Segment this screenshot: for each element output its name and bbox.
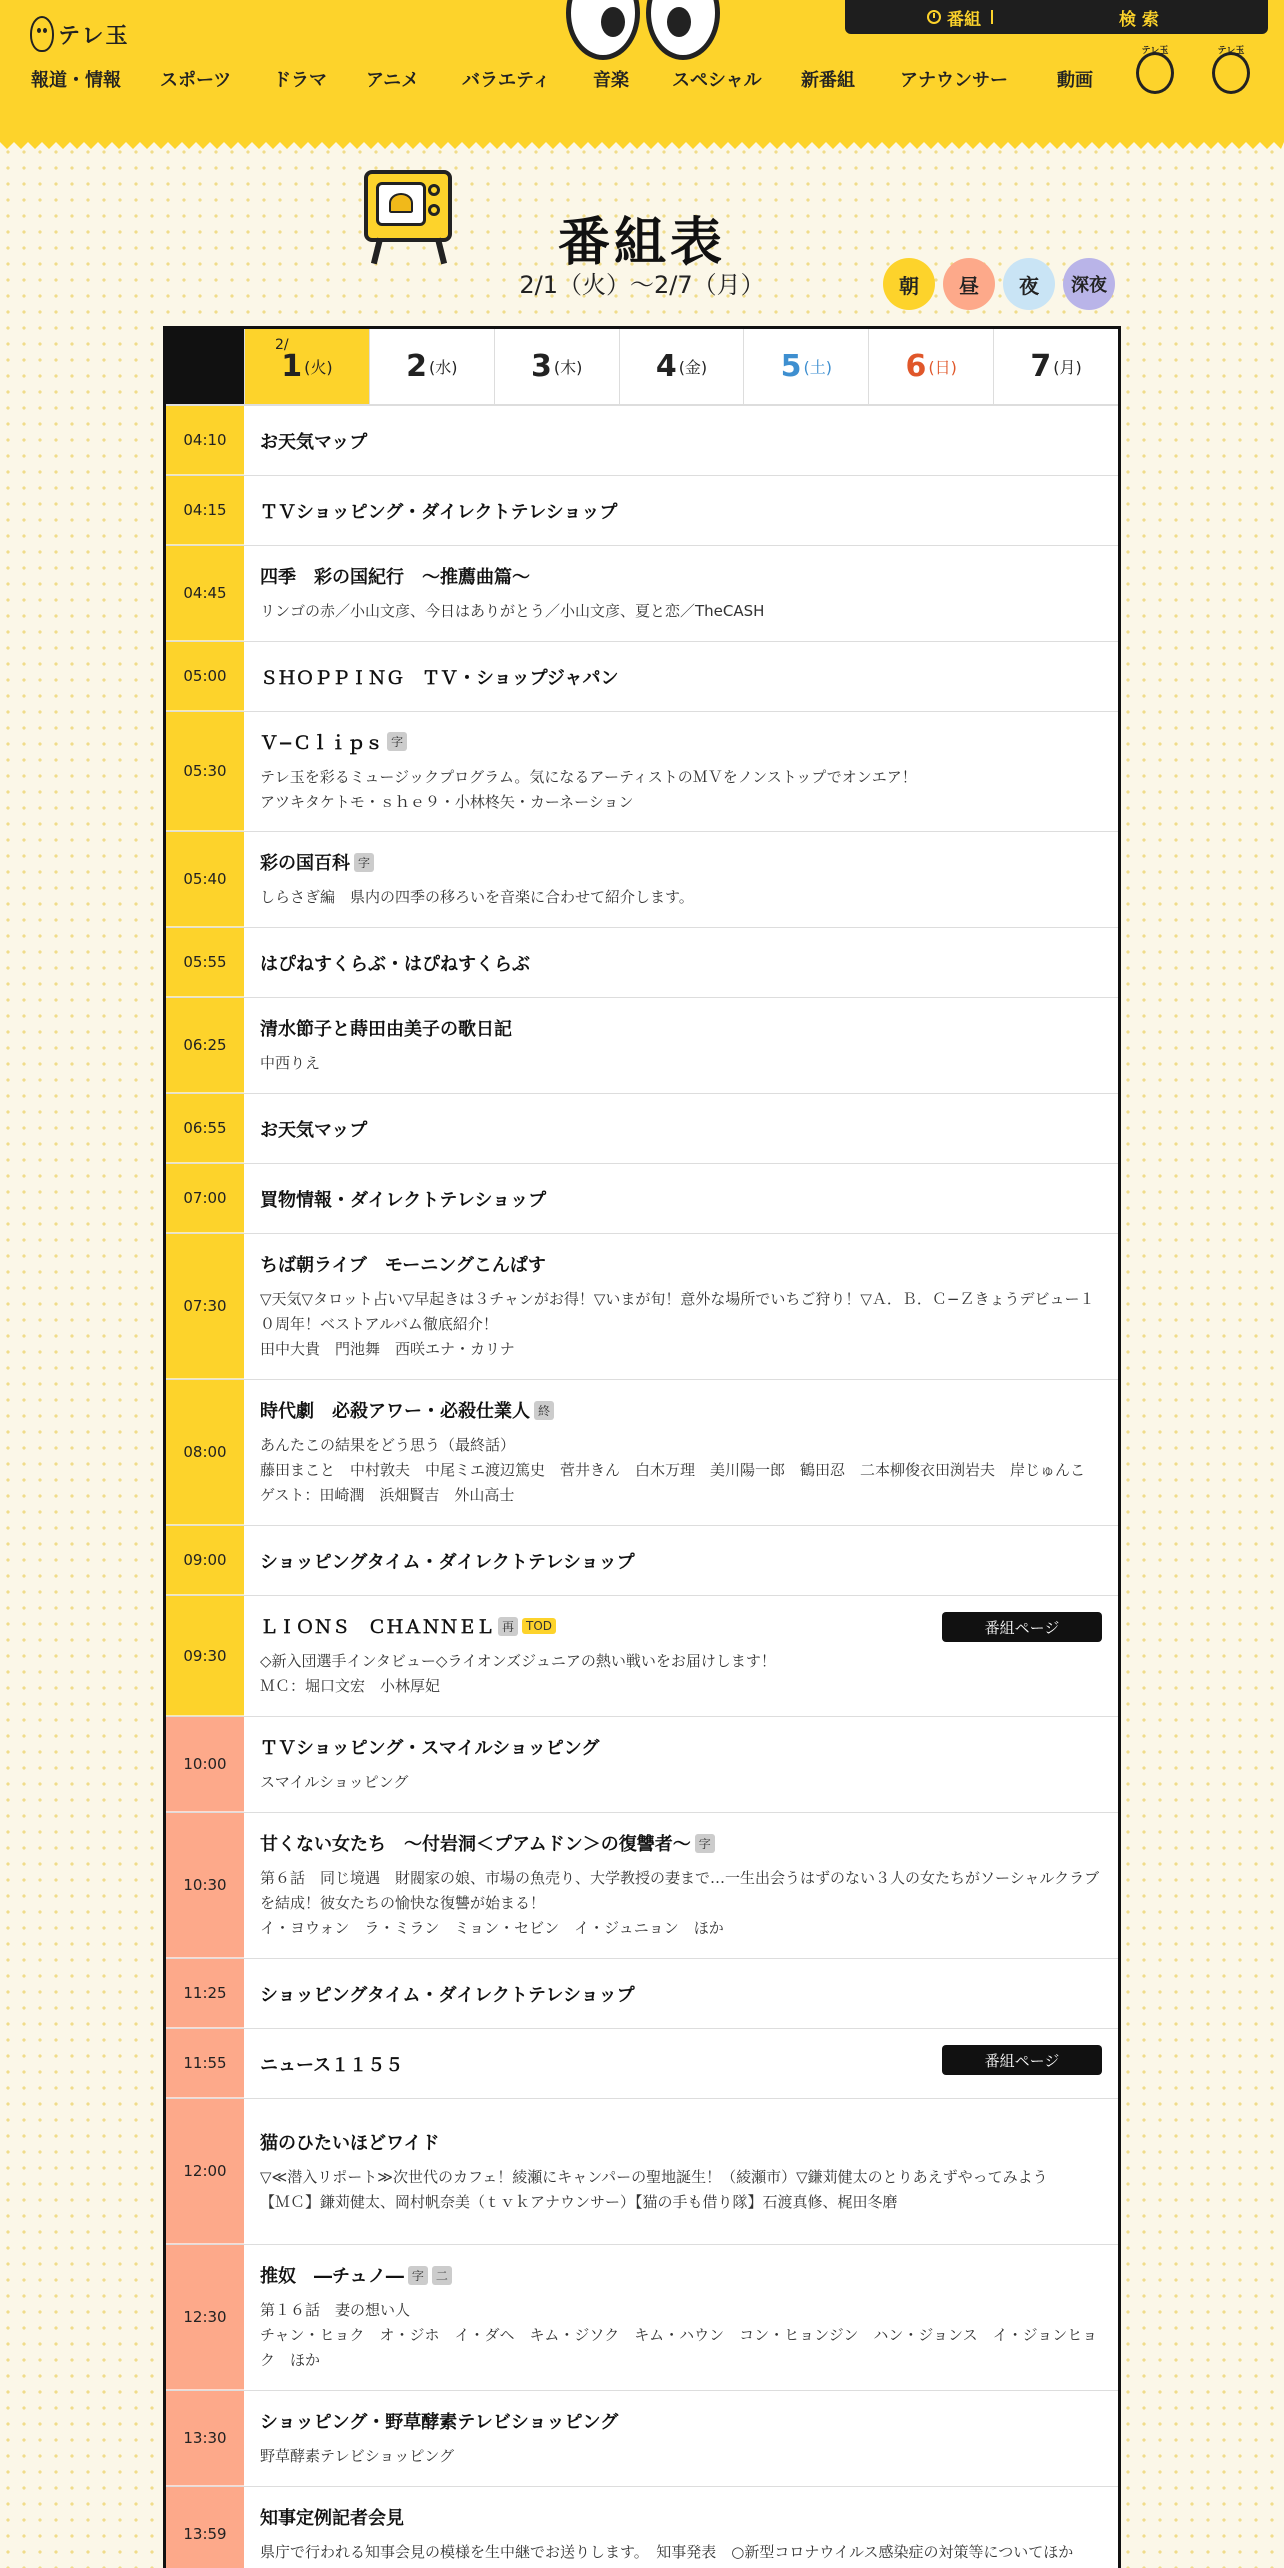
program-title-line[interactable] xyxy=(260,2504,1102,2530)
clock-icon xyxy=(927,10,941,24)
program-description: 第６話 同じ境遇 財閥家の娘、市場の魚売り、大学教授の妻まで…一生出会うはずのない３人の女たちがソーシャルクラブを結成！彼女たちの愉快な復讐が始まる！ イ・ヨウォン ラ・ミラン ミョン・セビン イ・ジュニョン ほか xyxy=(260,1869,1100,1937)
program-page-button[interactable]: 番組ページ xyxy=(942,1612,1102,1642)
program-time: 06:25 xyxy=(166,998,244,1093)
program-description: あんたこの結果をどう思う（最終話） 藤田まこと 中村敦夫 中尾ミエ渡辺篤史 菅井きん 白木万理 美川陽一郎 鶴田忍 二本柳俊衣田渕岩夫 岸じゅんこ ゲスト：田崎潤 浜畑賢吉 外山高士 xyxy=(260,1436,1086,1504)
day-tab[interactable]: 2 (水) xyxy=(369,329,494,404)
nav-video[interactable]: 動画 xyxy=(1057,70,1093,91)
program-cell xyxy=(244,1234,1118,1379)
day-tab[interactable]: 5 (土) xyxy=(743,329,868,404)
program-time: 09:30 xyxy=(166,1596,244,1716)
program-cell xyxy=(244,1717,1118,1812)
late-night-button[interactable]: 深夜 xyxy=(1063,258,1115,310)
program-description: しらさぎ編 県内の四季の移ろいを音楽に合わせて紹介します。 xyxy=(260,888,694,906)
program-title-line[interactable] xyxy=(260,1830,1102,1856)
night-button[interactable]: 夜 xyxy=(1003,258,1055,310)
nav-special[interactable]: スペシャル xyxy=(672,70,762,91)
morning-button[interactable]: 朝 xyxy=(883,258,935,310)
program-cell xyxy=(244,476,1118,545)
program-badge: TOD xyxy=(522,1618,556,1634)
program-description: ◇新入団選手インタビュー◇ライオンズジュニアの熱い戦いをお届けします！ ＭＣ：堀口文宏 小林厚妃 xyxy=(260,1652,776,1695)
program-row[interactable] xyxy=(166,712,1118,832)
program-description: 第１６話 妻の想い人 チャン・ヒョク オ・ジホ イ・ダヘ キム・ジソク キム・ハウン コン・ヒョンジン ハン・ジョンス イ・ジョンヒョク ほか xyxy=(260,2301,1098,2369)
program-cell xyxy=(244,928,1118,997)
mascot-eyes-icon xyxy=(566,0,726,66)
program-title: 買物情報・ダイレクトテレショップ xyxy=(260,1189,547,1211)
program-cell xyxy=(244,2487,1118,2568)
program-description: 中西りえ xyxy=(260,1054,321,1072)
program-title-line[interactable] xyxy=(260,2408,1102,2434)
program-time: 05:40 xyxy=(166,832,244,927)
program-title: 知事定例記者会見 xyxy=(260,2508,404,2529)
program-row[interactable] xyxy=(166,2391,1118,2487)
program-time: 04:15 xyxy=(166,476,244,545)
program-title: 清水節子と蒔田由美子の歌日記 xyxy=(260,1019,512,1040)
program-title: ちば朝ライブ モーニングこんぱす xyxy=(260,1255,546,1276)
program-time: 12:30 xyxy=(166,2245,244,2390)
program-time: 04:45 xyxy=(166,546,244,641)
program-cell xyxy=(244,1380,1118,1525)
page-title: 番組表 xyxy=(557,213,726,273)
program-title: 時代劇 必殺アワー・必殺仕業人 xyxy=(260,1401,530,1422)
program-time: 05:30 xyxy=(166,712,244,831)
program-title-line[interactable] xyxy=(260,2262,1102,2288)
program-cell xyxy=(244,2245,1118,2390)
nav-sports[interactable]: スポーツ xyxy=(160,70,232,91)
header-zigzag-border xyxy=(0,136,1284,150)
program-row[interactable] xyxy=(166,1959,1118,2029)
nav-music[interactable]: 音楽 xyxy=(593,70,629,91)
mascot-icon xyxy=(30,16,54,52)
program-row[interactable] xyxy=(166,2487,1118,2568)
program-row[interactable] xyxy=(166,1717,1118,1813)
program-time: 11:25 xyxy=(166,1959,244,2028)
program-title: 彩の国百科 xyxy=(260,853,350,874)
program-cell xyxy=(244,1813,1118,1958)
program-cell xyxy=(244,1526,1118,1595)
program-title-line[interactable] xyxy=(260,1116,1102,1142)
logo-text: テレ玉 xyxy=(58,23,130,49)
program-time: 05:00 xyxy=(166,642,244,711)
program-cell xyxy=(244,406,1118,475)
program-time: 10:30 xyxy=(166,1813,244,1958)
nav-news[interactable]: 報道・情報 xyxy=(31,70,121,91)
program-title: ＬＩＯＮＳ ＣＨＡＮＮＥＬ xyxy=(260,1617,494,1638)
program-description: ▽≪潜入リポート≫次世代のカフェ！綾瀬にキャンパーの聖地誕生！（綾瀬市）▽鎌苅健太のとりあえずやってみよう 【ＭＣ】鎌苅健太、岡村帆奈美（ｔｖｋアナウンサー）【猫の手も借り隊】石渡真修、梶田冬磨 xyxy=(260,2167,1048,2211)
program-title-line[interactable] xyxy=(260,1981,1102,2007)
program-description: リンゴの赤／小山文彦、今日はありがとう／小山文彦、夏と恋／TheCASH xyxy=(260,602,765,620)
program-time: 04:10 xyxy=(166,406,244,475)
program-description: テレ玉を彩るミュージックプログラム。気になるアーティストのＭＶをノンストップでオンエア！ アツキタケトモ・ｓｈｅ９・小林柊矢・カーネーション xyxy=(260,767,917,811)
daytime-button[interactable]: 昼 xyxy=(943,258,995,310)
program-cell xyxy=(244,712,1118,831)
date-range: 2/1（火）〜2/7（月） xyxy=(519,271,765,299)
program-row[interactable] xyxy=(166,406,1118,476)
program-time: 07:30 xyxy=(166,1234,244,1379)
program-row[interactable] xyxy=(166,476,1118,546)
nav-announcers[interactable]: アナウンサー xyxy=(900,70,1008,91)
program-list xyxy=(166,406,1118,2568)
time-of-day-buttons xyxy=(883,258,1115,310)
program-page-button[interactable]: 番組ページ xyxy=(942,2045,1102,2075)
program-time: 06:55 xyxy=(166,1094,244,1163)
program-description: ▽天気▽タロット占い▽早起きは３チャンがお得！▽いまが旬！意外な場所でいちご狩り！▽Ａ．Ｂ．Ｃ−Ｚきょうデビュー１０周年！ベストアルバム徹底紹介！ 田中大貴 門池舞 西咲エナ・カリナ xyxy=(260,1290,1095,1358)
program-cell xyxy=(244,832,1118,927)
main-nav xyxy=(0,66,1284,96)
program-title-line[interactable] xyxy=(260,729,1102,755)
program-title: ショッピングタイム・ダイレクトテレショップ xyxy=(260,1551,635,1573)
program-description: スマイルショッピング xyxy=(260,1773,409,1791)
program-title-line[interactable] xyxy=(260,849,1102,875)
program-title: 甘くない女たち 〜付岩洞＜プアムドン＞の復讐者〜 xyxy=(260,1834,691,1855)
program-cell xyxy=(244,1959,1118,2028)
program-badge: 字 xyxy=(695,1834,715,1853)
program-time: 10:00 xyxy=(166,1717,244,1812)
program-row[interactable] xyxy=(166,1234,1118,1380)
program-badge: 終 xyxy=(534,1401,554,1420)
day-tab[interactable]: 4 (金) xyxy=(619,329,744,404)
program-time: 11:55 xyxy=(166,2029,244,2098)
program-title-line[interactable] xyxy=(260,664,1102,690)
program-row[interactable] xyxy=(166,642,1118,712)
program-title: お天気マップ xyxy=(260,1119,368,1141)
program-title: ＳＨＯＰＰＩＮＧ ＴＶ・ショップジャパン xyxy=(260,667,619,689)
program-title-line[interactable] xyxy=(260,1186,1102,1212)
program-title: ＴＶショッピング・スマイルショッピング xyxy=(260,1738,600,1759)
program-cell xyxy=(244,546,1118,641)
program-row[interactable] xyxy=(166,928,1118,998)
program-row[interactable] xyxy=(166,546,1118,642)
nav-variety[interactable]: バラエティ xyxy=(462,70,551,91)
program-cell xyxy=(244,2391,1118,2486)
program-badge: 字 xyxy=(387,732,407,751)
program-cell xyxy=(244,1596,1118,1716)
day-tabs xyxy=(166,329,1118,406)
program-time: 13:59 xyxy=(166,2487,244,2568)
program-time: 09:00 xyxy=(166,1526,244,1595)
program-title: ニュース１１５５ xyxy=(260,2054,404,2076)
program-description: 野草酵素テレビショッピング xyxy=(260,2447,455,2465)
program-cell xyxy=(244,1094,1118,1163)
program-title-line[interactable] xyxy=(260,1251,1102,1277)
program-title: 四季 彩の国紀行 〜推薦曲篇〜 xyxy=(260,567,530,588)
program-row[interactable] xyxy=(166,1094,1118,1164)
day-tab[interactable]: 7 (月) xyxy=(993,329,1118,404)
program-search-link[interactable]: 番組 xyxy=(927,5,993,30)
program-time: 08:00 xyxy=(166,1380,244,1525)
program-description: 県庁で行われる知事会見の模様を生中継でお送りします。 知事発表 ○新型コロナウイルス感染症の対策等についてほか xyxy=(260,2543,1074,2561)
program-title-line[interactable] xyxy=(260,1734,1102,1760)
program-badge: 二 xyxy=(432,2266,452,2285)
program-title-line[interactable] xyxy=(260,2129,1102,2155)
program-title-line[interactable] xyxy=(260,428,1102,454)
program-row[interactable] xyxy=(166,832,1118,928)
program-cell xyxy=(244,2029,1118,2098)
program-title-line[interactable] xyxy=(260,563,1102,589)
program-title: ショッピング・野草酵素テレビショッピング xyxy=(260,2412,619,2433)
program-row[interactable] xyxy=(166,1526,1118,1596)
program-row[interactable] xyxy=(166,2099,1118,2245)
program-title: 推奴 ―チュノ― xyxy=(260,2266,404,2287)
nav-new-programs[interactable]: 新番組 xyxy=(801,70,855,91)
day-tab[interactable]: 3 (木) xyxy=(494,329,619,404)
program-cell xyxy=(244,642,1118,711)
program-time: 13:30 xyxy=(166,2391,244,2486)
program-title-line[interactable] xyxy=(260,950,1102,976)
program-cell xyxy=(244,2099,1118,2244)
nav-drama[interactable]: ドラマ xyxy=(273,70,327,91)
program-cell xyxy=(244,998,1118,1093)
program-title: Ｖ−Ｃｌｉｐｓ xyxy=(260,732,384,754)
program-title: お天気マップ xyxy=(260,431,368,453)
search-button[interactable]: 検 索 xyxy=(1119,9,1159,30)
program-title: 猫のひたいほどワイド xyxy=(260,2132,440,2154)
site-logo[interactable] xyxy=(30,16,130,52)
site-header xyxy=(0,0,1284,136)
program-title: ショッピングタイム・ダイレクトテレショップ xyxy=(260,1984,635,2006)
program-time: 07:00 xyxy=(166,1164,244,1233)
program-title-line[interactable] xyxy=(260,498,1102,524)
mobile-app-icon[interactable]: テレ玉 xyxy=(1212,52,1250,94)
program-time: 12:00 xyxy=(166,2099,244,2244)
program-row[interactable] xyxy=(166,1380,1118,1526)
tamatama-app-icon[interactable]: テレ玉 xyxy=(1136,52,1174,94)
nav-anime[interactable]: アニメ xyxy=(366,70,420,91)
program-row[interactable] xyxy=(166,1813,1118,1959)
day-tab[interactable]: 2/ 1 (火) xyxy=(244,329,369,404)
program-row[interactable] xyxy=(166,2245,1118,2391)
top-bar xyxy=(845,0,1268,34)
program-badge: 再 xyxy=(498,1617,518,1636)
program-row[interactable] xyxy=(166,1596,1118,1717)
program-title-line[interactable] xyxy=(260,1397,1102,1423)
program-title-line[interactable] xyxy=(260,1548,1102,1574)
program-badge: 字 xyxy=(354,853,374,872)
program-row[interactable] xyxy=(166,1164,1118,1234)
schedule-table xyxy=(163,326,1121,2568)
program-title: ＴＶショッピング・ダイレクトテレショップ xyxy=(260,501,618,523)
program-row[interactable] xyxy=(166,2029,1118,2099)
program-title-line[interactable] xyxy=(260,1015,1102,1041)
day-tab[interactable]: 6 (日) xyxy=(868,329,993,404)
program-cell xyxy=(244,1164,1118,1233)
program-badge: 字 xyxy=(408,2266,428,2285)
program-row[interactable] xyxy=(166,998,1118,1094)
program-title: はぴねすくらぶ・はぴねすくらぶ xyxy=(260,953,530,975)
program-time: 05:55 xyxy=(166,928,244,997)
